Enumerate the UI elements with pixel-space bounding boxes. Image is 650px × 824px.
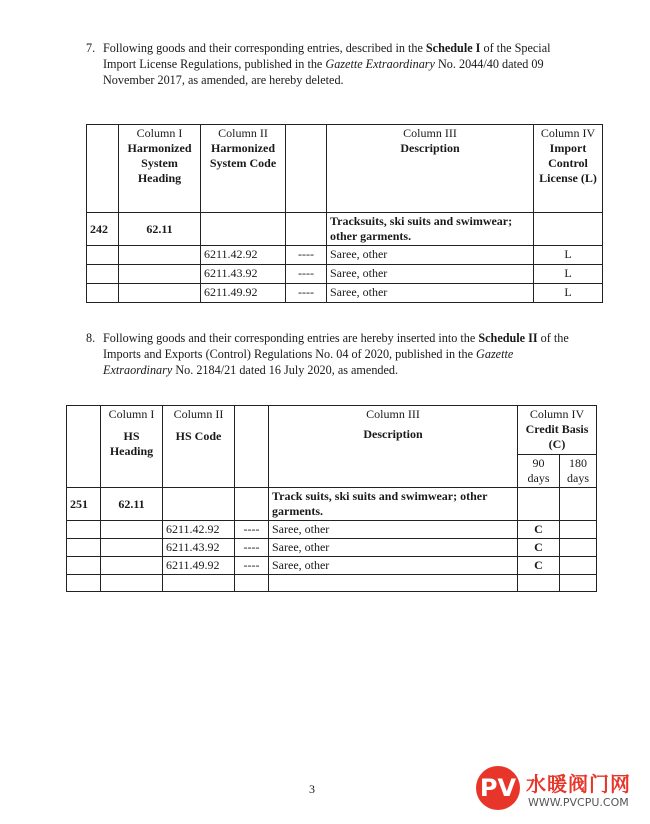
license-value: L xyxy=(534,284,603,303)
license-value: L xyxy=(534,246,603,265)
column-header: Column I Harmonized System Heading xyxy=(119,125,201,213)
table-row xyxy=(67,575,597,592)
paragraph-text: Following goods and their corresponding entries are hereby inserted into the Schedule II of the Imports and Exports (Control) Regulations No. 04 of 2020, published in the Gazette Extraordinary No. 2184/21 dated 16 July 2020, as amended. xyxy=(103,331,569,377)
hs-code: 6211.43.92 xyxy=(163,539,235,557)
table-row xyxy=(87,284,603,303)
license-value: L xyxy=(534,265,603,284)
column-header: Column III Description xyxy=(327,125,534,213)
description: Saree, other xyxy=(269,557,518,575)
paragraph-text: Following goods and their corresponding entries, described in the Schedule I of the Special Import License Regulations, published in the Gazette Extraordinary No. 2044/40 dated 09 November 2017, as amended, are hereby deleted. xyxy=(103,41,551,87)
description: Saree, other xyxy=(269,521,518,539)
table-header-row xyxy=(87,125,603,213)
hs-code: 6211.49.92 xyxy=(163,557,235,575)
dash-marker: ---- xyxy=(235,521,269,539)
dash-marker: ---- xyxy=(286,265,327,284)
hs-heading: 62.11 xyxy=(119,213,201,246)
description: Saree, other xyxy=(327,284,534,303)
credit-value: C xyxy=(518,521,560,539)
paragraph-number: 8. xyxy=(86,331,96,345)
logo-title: 水暖阀门网 xyxy=(526,772,631,796)
days-90: 90 days xyxy=(518,455,560,488)
table-row xyxy=(67,488,597,521)
column-header: Column III Description xyxy=(269,406,518,488)
hs-code: 6211.49.92 xyxy=(201,284,286,303)
hs-code: 6211.43.92 xyxy=(201,265,286,284)
schedule-table-inserted xyxy=(66,405,597,592)
paragraph-number: 7. xyxy=(86,41,96,55)
column-header: Column II Harmonized System Code xyxy=(201,125,286,213)
hs-code: 6211.42.92 xyxy=(201,246,286,265)
schedule-table-deleted xyxy=(86,124,603,303)
column-header: Column I HS Heading xyxy=(101,406,163,488)
watermark-logo xyxy=(474,762,650,824)
table-row xyxy=(67,521,597,539)
table-row xyxy=(87,213,603,246)
table-row xyxy=(87,265,603,284)
table-header-row xyxy=(67,406,597,455)
dash-marker: ---- xyxy=(286,284,327,303)
row-number: 251 xyxy=(67,488,101,521)
heading-description: Track suits, ski suits and swimwear; other garments. xyxy=(269,488,518,521)
hs-heading: 62.11 xyxy=(101,488,163,521)
description: Saree, other xyxy=(269,539,518,557)
dash-marker: ---- xyxy=(235,539,269,557)
heading-description: Tracksuits, ski suits and swimwear; other garments. xyxy=(327,213,534,246)
column-header: Column IV Credit Basis (C) xyxy=(518,406,597,455)
table-row xyxy=(67,539,597,557)
column-header: Column II HS Code xyxy=(163,406,235,488)
row-number: 242 xyxy=(87,213,119,246)
column-header: Column IV Import Control License (L) xyxy=(534,125,603,213)
table-row xyxy=(87,246,603,265)
description: Saree, other xyxy=(327,246,534,265)
dash-marker: ---- xyxy=(235,557,269,575)
page-number: 3 xyxy=(309,782,315,796)
credit-value: C xyxy=(518,557,560,575)
credit-value: C xyxy=(518,539,560,557)
logo-url: WWW.PVCPU.COM xyxy=(528,796,629,809)
hs-code: 6211.42.92 xyxy=(163,521,235,539)
paragraph-8 xyxy=(86,330,572,378)
paragraph-7 xyxy=(86,40,564,88)
days-180: 180 days xyxy=(560,455,597,488)
logo-icon: PV xyxy=(476,766,520,810)
table-row xyxy=(67,557,597,575)
dash-marker: ---- xyxy=(286,246,327,265)
description: Saree, other xyxy=(327,265,534,284)
